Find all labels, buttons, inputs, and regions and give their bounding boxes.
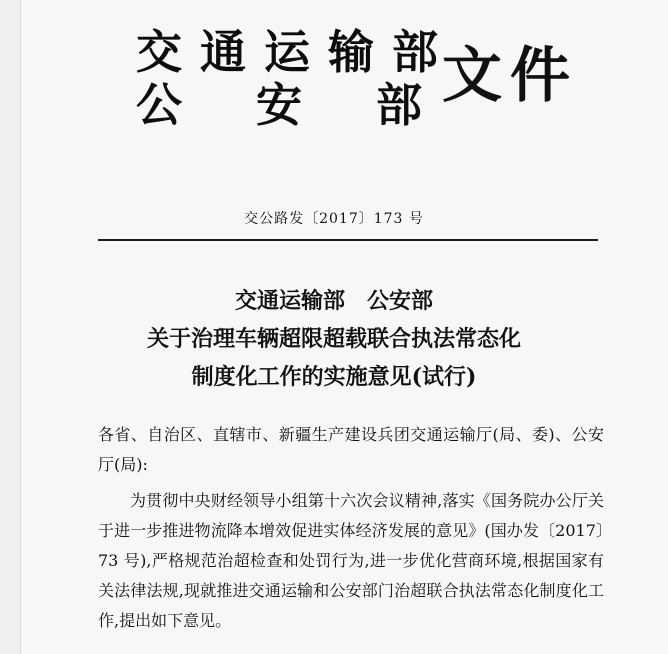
title-line-2: 关于治理车辆超限超载联合执法常态化 [146,326,521,352]
document-body [98,420,604,636]
addressee: 各省、自治区、直辖市、新疆生产建设兵团交通运输厅(局、委)、公安厅(局): [98,425,604,474]
issuer-line-transport: 交通运输部 [136,25,456,79]
title-line-3: 制度化工作的实施意见(试行) [191,364,477,390]
document-number: 交公路发〔2017〕173 号 [244,211,424,227]
header-divider [98,239,598,241]
body-paragraph: 为贯彻中央财经领导小组第十六次会议精神,落实《国务院办公厅关于进一步推进物流降本增效促进实体经济发展的意见》(国办发〔2017〕73 号),严格规范治超检查和处罚行为,进一步优化营商环境,根据国家有关法律法规,现就推进交通运输和公安部门治超联合执法常态化制度化工作,提出如下意见。 [98,491,604,630]
title-line-1: 交通运输部 公安部 [234,288,433,314]
issuer-line-public-security: 公安部 [136,78,496,132]
document-title [0,282,668,396]
document-word: 文件 [442,41,578,111]
